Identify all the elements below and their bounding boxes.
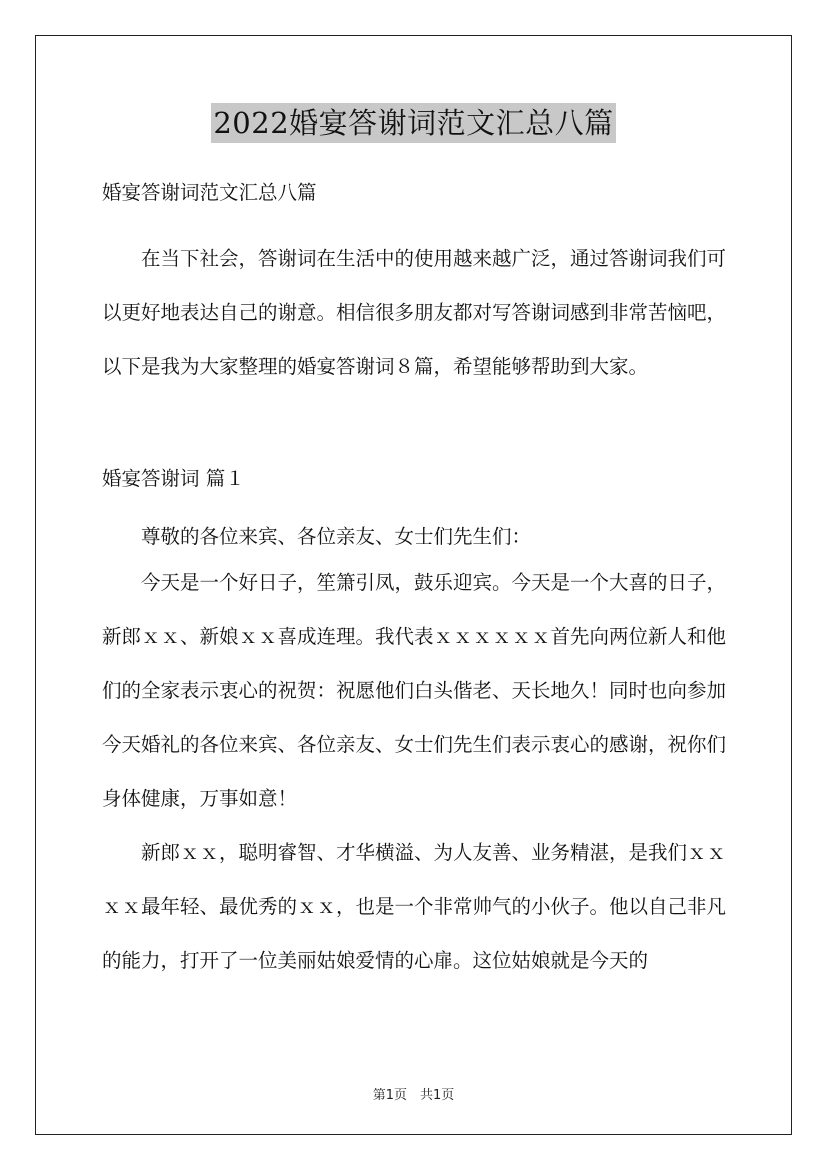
section-heading: 婚宴答谢词 篇１	[102, 467, 245, 490]
body-paragraph-2: 新郎ｘｘ，聪明睿智、才华横溢、为人友善、业务精湛，是我们ｘｘｘｘ最年轻、最优秀的ｘｘ，也是一个非常帅气的小伙子。他以自己非凡的能力，打开了一位美丽姑娘爱情的心扉。这位姑娘就是今天的	[102, 841, 727, 972]
title-container	[0, 103, 827, 143]
document-title: 2022婚宴答谢词范文汇总八篇	[211, 103, 615, 143]
document-body	[102, 174, 726, 988]
body-paragraph-1: 今天是一个好日子，笙箫引凤，鼓乐迎宾。今天是一个大喜的日子，新郎ｘｘ、新娘ｘｘ喜成连理。我代表ｘｘｘｘｘｘ首先向两位新人和他们的全家表示衷心的祝贺：祝愿他们白头偕老、天长地久！同时也向参加今天婚礼的各位来宾、各位亲友、女士们先生们表示衷心的感谢，祝你们身体健康，万事如意！	[102, 571, 727, 810]
intro-paragraph: 在当下社会，答谢词在生活中的使用越来越广泛，通过答谢词我们可以更好地表达自己的谢意。相信很多朋友都对写答谢词感到非常苦恼吧，以下是我为大家整理的婚宴答谢词８篇，希望能够帮助到大家。	[102, 247, 727, 378]
document-subtitle: 婚宴答谢词范文汇总八篇	[102, 181, 317, 204]
page-footer: 第1页 共1页	[372, 1088, 455, 1103]
greeting-paragraph: 尊敬的各位来宾、各位亲友、女士们先生们：	[141, 525, 532, 548]
